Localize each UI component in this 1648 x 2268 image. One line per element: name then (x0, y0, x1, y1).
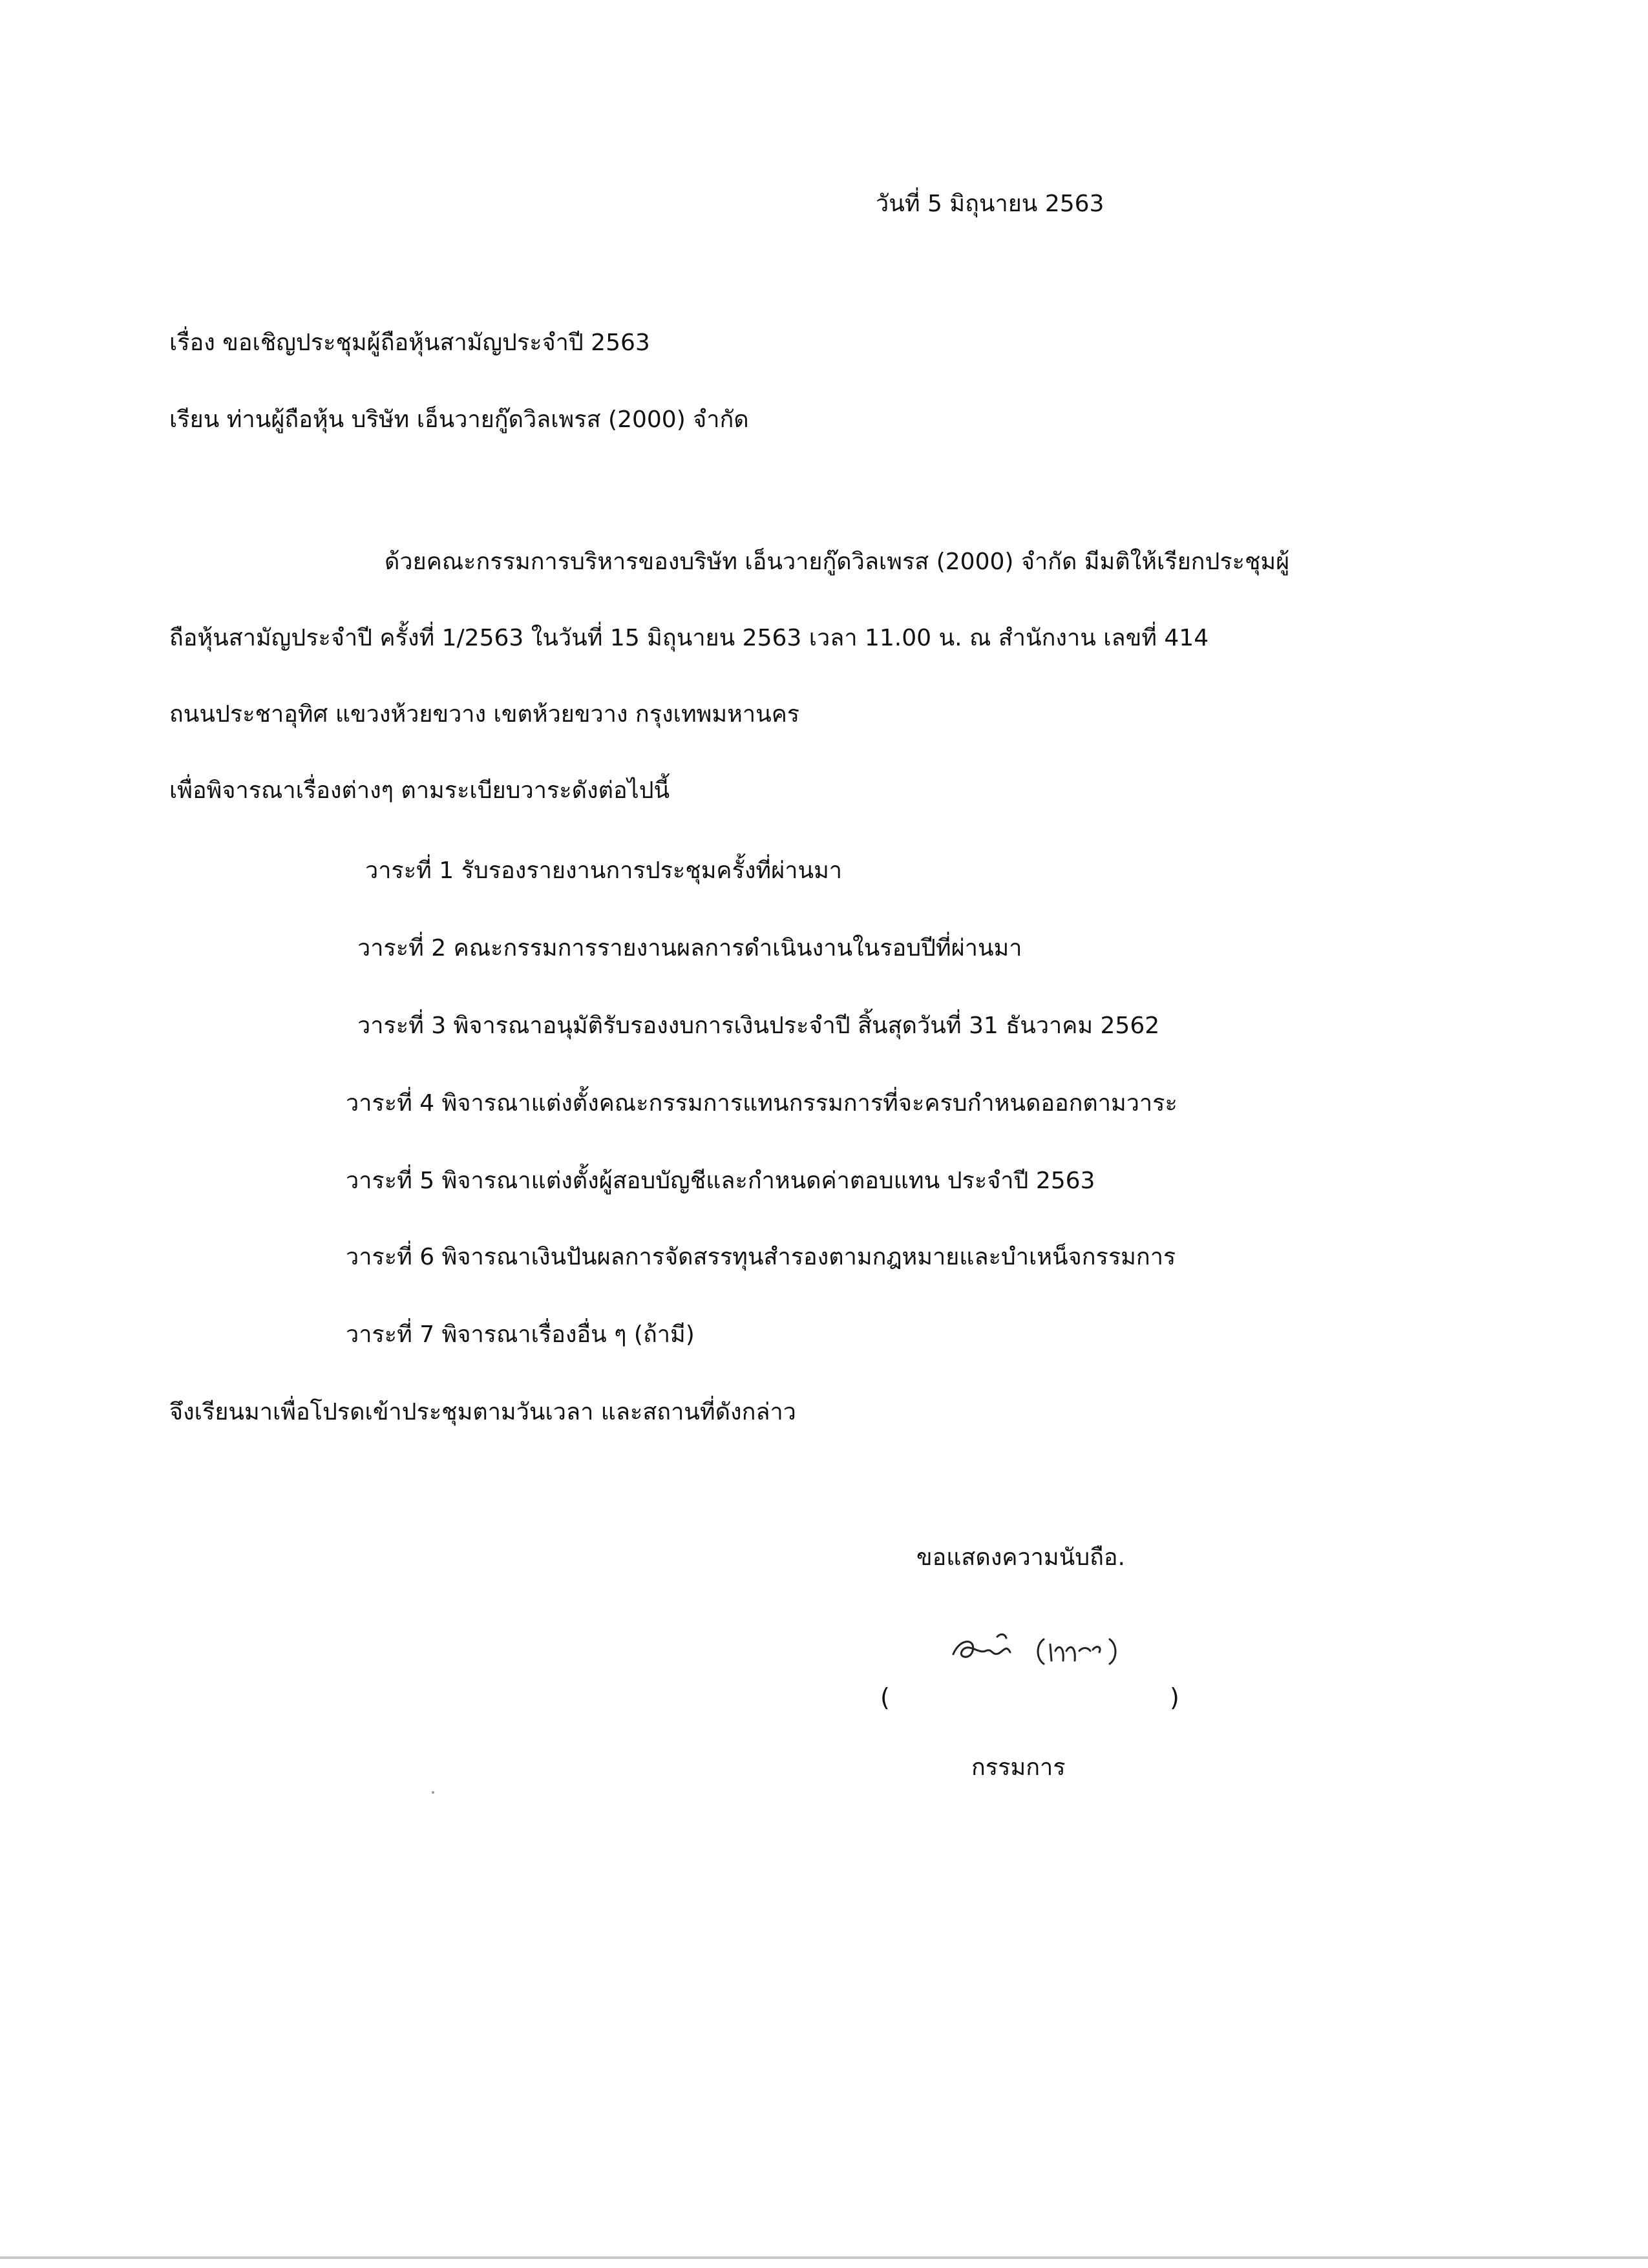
body-line: ด้วยคณะกรรมการบริหารของบริษัท เอ็นวายกู๊ดวิลเพรส (2000) จำกัด มีมติให้เรียกประชุมผู้ (385, 549, 1290, 575)
handwritten-signature (947, 1625, 1134, 1670)
agenda-item: วาระที่ 5 พิจารณาแต่งตั้งผู้สอบบัญชีและกำหนดค่าตอบแทน ประจำปี 2563 (346, 1168, 1095, 1194)
body-line: เพื่อพิจารณาเรื่องต่างๆ ตามระเบียบวาระดังต่อไปนี้ (169, 777, 670, 804)
body-line: ถนนประชาอุทิศ แขวงห้วยขวาง เขตห้วยขวาง กรุงเทพมหานคร (169, 701, 800, 728)
signer-name-open-paren: ( (880, 1683, 890, 1712)
signer-title: กรรมการ (971, 1754, 1066, 1781)
agenda-item: วาระที่ 6 พิจารณาเงินปันผลการจัดสรรทุนสำรองตามกฎหมายและบำเหน็จกรรมการ (346, 1244, 1176, 1270)
agenda-item: วาระที่ 1 รับรองรายงานการประชุมครั้งที่ผ่านมา (365, 857, 843, 884)
recipient-line: เรียน ท่านผู้ถือหุ้น บริษัท เอ็นวายกู๊ดวิลเพรส (2000) จำกัด (169, 406, 749, 433)
scan-speck (432, 1791, 434, 1794)
agenda-item: วาระที่ 4 พิจารณาแต่งตั้งคณะกรรมการแทนกรรมการที่จะครบกำหนดออกตามวาระ (346, 1090, 1178, 1117)
agenda-item: วาระที่ 7 พิจารณาเรื่องอื่น ๆ (ถ้ามี) (346, 1321, 695, 1348)
scan-edge (0, 2256, 1648, 2259)
agenda-item: วาระที่ 3 พิจารณาอนุมัติรับรองงบการเงินประจำปี สิ้นสุดวันที่ 31 ธันวาคม 2562 (357, 1013, 1160, 1039)
body-line: ถือหุ้นสามัญประจำปี ครั้งที่ 1/2563 ในวันที่ 15 มิถุนายน 2563 เวลา 11.00 น. ณ สำนักงาน เลขที่ 414 (169, 625, 1209, 651)
agenda-item: วาระที่ 2 คณะกรรมการรายงานผลการดำเนินงานในรอบปีที่ผ่านมา (357, 935, 1022, 961)
date-line: วันที่ 5 มิถุนายน 2563 (876, 191, 1104, 217)
closing-line: จึงเรียนมาเพื่อโปรดเข้าประชุมตามวันเวลา และสถานที่ดังกล่าว (169, 1399, 796, 1425)
regards-line: ขอแสดงความนับถือ. (916, 1544, 1125, 1571)
signature-scribble (947, 1625, 1134, 1670)
signer-name-close-paren: ) (1170, 1683, 1179, 1712)
subject-line: เรื่อง ขอเชิญประชุมผู้ถือหุ้นสามัญประจำปี 2563 (169, 330, 650, 356)
